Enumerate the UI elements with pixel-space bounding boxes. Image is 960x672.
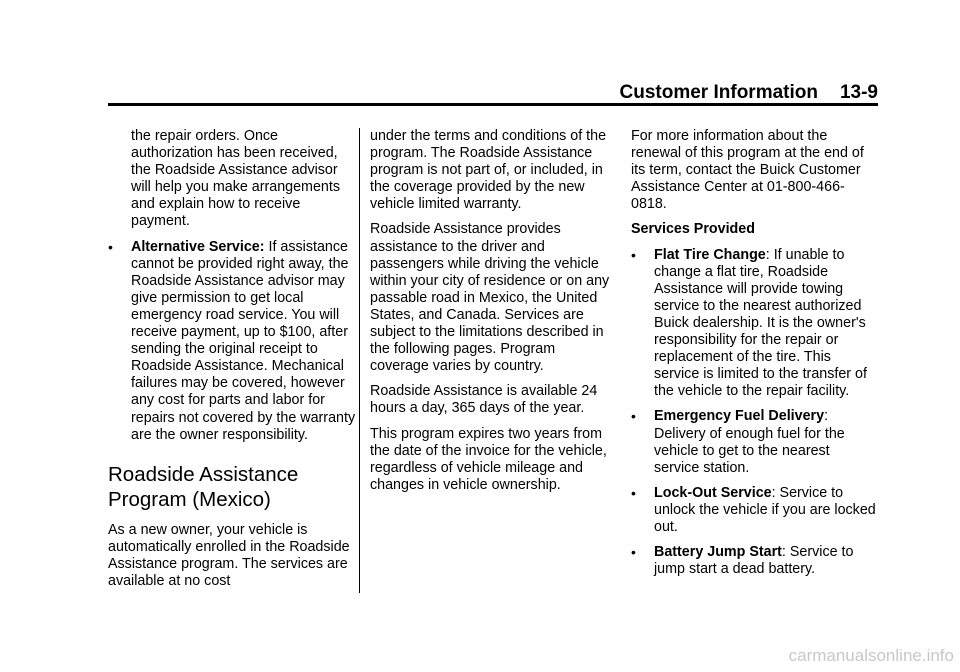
- column-1: [108, 128, 356, 598]
- bullet-text: If assistance cannot be provided right away, the Roadside Assistance advisor may give permission to get local emergency road service. You will receive payment, up to $100, after sending the original receipt to Roadside Assistance. Mechanical failures may be covered, however any cost for parts and labor for repairs not covered by the warranty are the owner responsibility.: [131, 238, 356, 443]
- bullet-marker: •: [631, 408, 636, 425]
- bullet-marker: •: [631, 484, 636, 501]
- paragraph: Roadside Assistance is available 24 hours a day, 365 days of the year.: [370, 383, 598, 417]
- paragraph: For more information about the renewal of this program at the end of its term, contact the Buick Customer Assistance Center at 01-800-466-0818.: [631, 128, 864, 213]
- bullet-service: [631, 544, 877, 578]
- paragraph: This program expires two years from the date of the invoice for the vehicle, regardless of vehicle mileage and changes in vehicle ownership.: [370, 425, 607, 493]
- service-text: : Service to unlock the vehicle if you are locked out.: [654, 484, 876, 535]
- intro-paragraph: As a new owner, your vehicle is automatically enrolled in the Roadside Assistance program. The services are available at no cost: [108, 521, 350, 589]
- bullet-marker: •: [108, 238, 113, 255]
- header-page-number: 13-9: [839, 82, 878, 103]
- service-text: : If unable to change a flat tire, Roadside Assistance will provide towing service to the nearest authorized Buick dealership. It is the owner's responsibility for the repair or replacement of the tire. This service is limited to the transfer of the vehicle to the repair facility.: [654, 246, 867, 400]
- service-label: Battery Jump Start: [654, 544, 782, 561]
- bullet-service: [631, 408, 877, 476]
- section-heading: Roadside Assistance Program (Mexico): [108, 462, 299, 512]
- service-label: Lock-Out Service: [654, 484, 772, 501]
- bullet-service: [631, 247, 877, 401]
- paragraph: under the terms and conditions of the program. The Roadside Assistance program is not part of, or included, in the coverage provided by the new vehicle limited warranty.: [370, 128, 607, 213]
- column-2: [370, 128, 610, 502]
- header-rule: [108, 103, 878, 106]
- service-label: Emergency Fuel Delivery: [654, 408, 825, 425]
- watermark: carmanualsonline.info: [788, 646, 954, 665]
- continuation-paragraph: the repair orders. Once authorization has been received, the Roadside Assistance advisor will help you make arrangements and explain how to receive payment.: [131, 128, 340, 230]
- bullet-label: Alternative Service:: [131, 238, 265, 255]
- bullet-service: [631, 485, 877, 536]
- header-section-title: Customer Information: [619, 82, 818, 103]
- page-header: [620, 82, 878, 104]
- column-divider: [359, 128, 360, 593]
- service-text: : Delivery of enough fuel for the vehicle to get to the nearest service station.: [654, 408, 845, 476]
- bullet-marker: •: [631, 246, 636, 263]
- column-3: [631, 128, 877, 586]
- paragraph: Roadside Assistance provides assistance to the driver and passengers while driving the vehicle within your city of residence or on any passable road in Mexico, the United States, and Canada. Services are subject to the limitations described in the following pages. Program coverage varies by country.: [370, 221, 610, 375]
- bullet-marker: •: [631, 544, 636, 561]
- service-text: : Service to jump start a dead battery.: [654, 544, 854, 578]
- service-label: Flat Tire Change: [654, 246, 766, 263]
- bullet-alternative-service: [108, 239, 356, 444]
- subheading-services-provided: Services Provided: [631, 221, 755, 238]
